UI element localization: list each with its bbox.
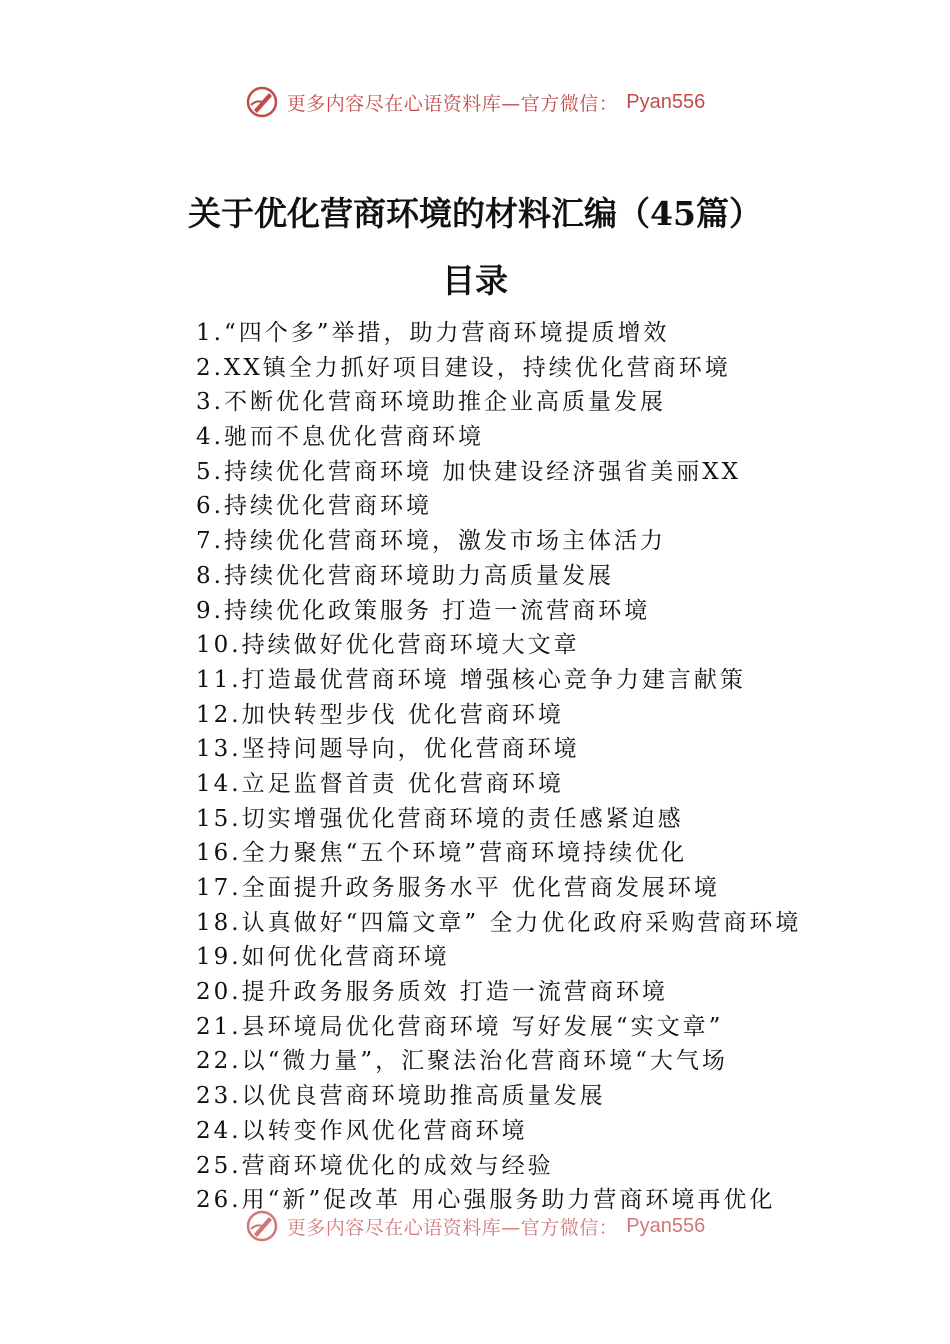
toc-item: 9.持续优化政策服务 打造一流营商环境 [196,597,651,624]
toc-item: 23.以优良营商环境助推高质量发展 [196,1083,606,1110]
pen-logo-icon [245,1209,279,1243]
toc-item: 6.持续优化营商环境 [196,493,432,520]
toc-item: 16.全力聚焦“五个环境”营商环境持续优化 [196,840,688,867]
toc-item: 14.立足监督首责 优化营商环境 [196,770,564,797]
header-watermark [0,82,950,122]
pen-logo-icon [245,85,279,119]
toc-item: 11.打造最优营商环境 增强核心竞争力建言献策 [196,666,746,693]
toc-item: 21.县环境局优化营商环境 写好发展“实文章” [196,1013,724,1040]
toc-item: 13.坚持问题导向，优化营商环境 [196,736,580,763]
toc-item: 2.XX镇全力抓好项目建设，持续优化营商环境 [196,354,731,381]
toc-item: 20.提升政务服务质效 打造一流营商环境 [196,979,668,1006]
toc-item: 24.以转变作风优化营商环境 [196,1117,528,1144]
toc-item: 1.“四个多”举措，助力营商环境提质增效 [196,320,670,346]
toc-item: 26.用“新”促改革 用心强服务助力营商环境再优化 [196,1187,776,1214]
watermark-wechat-id: Pyan556 [626,1214,706,1237]
toc-item: 12.加快转型步伐 优化营商环境 [196,701,564,728]
toc-item: 19.如何优化营商环境 [196,944,450,971]
toc-item: 25.营商环境优化的成效与经验 [196,1152,554,1179]
watermark-wechat-id: Pyan556 [626,90,706,113]
footer-watermark [0,1206,950,1246]
toc-item: 8.持续优化营商环境助力高质量发展 [196,562,614,589]
toc-item: 5.持续优化营商环境 加快建设经济强省美丽XX [196,458,742,485]
toc-heading: 目录 [442,261,508,300]
toc-item: 22.以“微力量”，汇聚法治化营商环境“大气场 [196,1048,728,1075]
table-of-contents [196,316,896,1218]
watermark-text: 更多内容尽在心语资料库—官方微信： [286,1216,619,1239]
toc-item: 7.持续优化营商环境，激发市场主体活力 [196,528,666,555]
toc-item: 18.认真做好“四篇文章” 全力优化政府采购营商环境 [196,909,802,936]
toc-item: 15.切实增强优化营商环境的责任感紧迫感 [196,805,684,832]
toc-item: 3.不断优化营商环境助推企业高质量发展 [196,389,666,416]
watermark-text: 更多内容尽在心语资料库—官方微信： [286,92,619,115]
document-title: 关于优化营商环境的材料汇编（45篇） [188,194,762,233]
toc-item: 17.全面提升政务服务水平 优化营商发展环境 [196,875,720,901]
toc-item: 4.驰而不息优化营商环境 [196,424,484,451]
toc-item: 10.持续做好优化营商环境大文章 [196,632,580,659]
